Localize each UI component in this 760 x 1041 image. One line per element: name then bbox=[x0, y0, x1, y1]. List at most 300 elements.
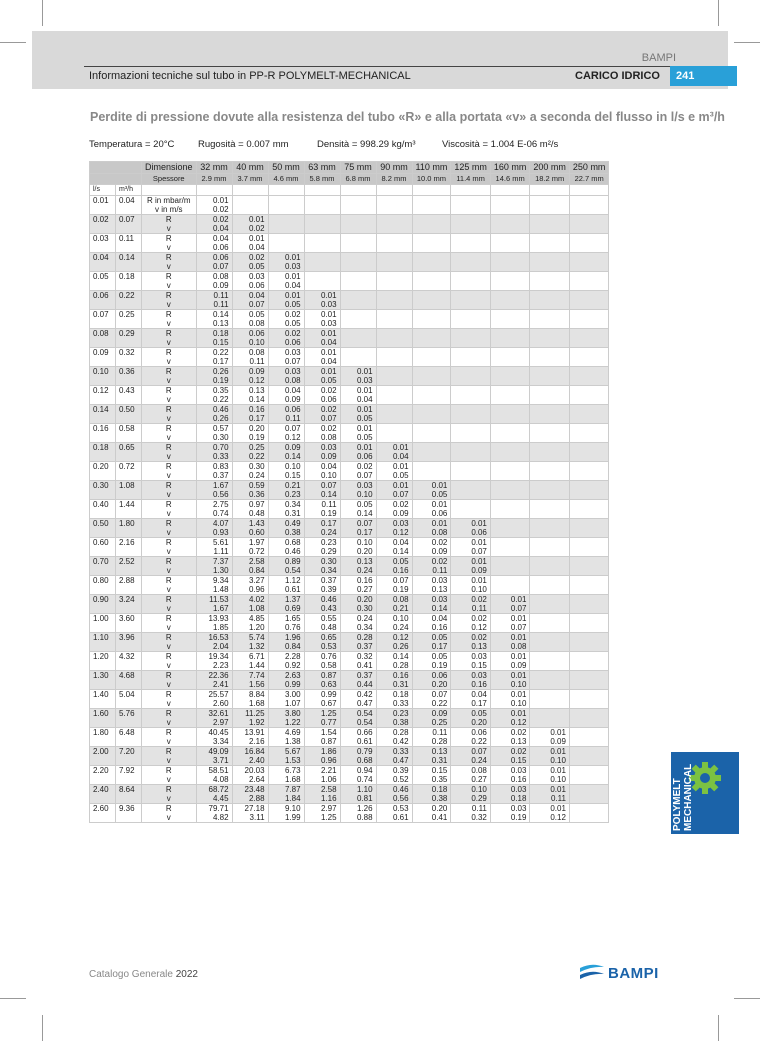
table-row bbox=[90, 595, 609, 614]
v-value: 0.12 bbox=[550, 813, 566, 822]
r-value: 7.74 bbox=[248, 671, 265, 680]
value-cell bbox=[340, 405, 376, 424]
r-value: 4.07 bbox=[212, 519, 229, 528]
v-value: 0.16 bbox=[510, 775, 527, 784]
r-value: 0.03 bbox=[431, 595, 448, 604]
value-cell bbox=[232, 348, 268, 367]
v-value: 3.34 bbox=[212, 737, 229, 746]
r-value: 0.14 bbox=[392, 652, 409, 661]
empty-cell bbox=[569, 671, 609, 690]
row-label-cell bbox=[142, 367, 197, 386]
value-cell bbox=[340, 443, 376, 462]
r-value: 0.01 bbox=[356, 367, 373, 376]
v-value: 0.28 bbox=[431, 737, 448, 746]
v-value: 0.08 bbox=[284, 376, 301, 385]
v-value: 1.48 bbox=[212, 585, 229, 594]
crop-mark bbox=[42, 1015, 43, 1041]
flow-ls: 2.00 bbox=[90, 747, 116, 766]
r-value: 5.61 bbox=[212, 538, 229, 547]
empty-cell bbox=[376, 215, 412, 234]
value-cell bbox=[451, 709, 491, 728]
v-value: 0.06 bbox=[431, 509, 448, 518]
table-row bbox=[90, 785, 609, 804]
row-label-cell bbox=[142, 443, 197, 462]
r-value: 0.42 bbox=[356, 690, 373, 699]
v-value: 0.24 bbox=[248, 471, 265, 480]
flow-m3h: 3.24 bbox=[116, 595, 142, 614]
r-label: R bbox=[165, 272, 172, 281]
r-value: 0.06 bbox=[248, 329, 265, 338]
value-cell bbox=[412, 614, 451, 633]
empty-cell bbox=[490, 443, 530, 462]
r-value: 0.01 bbox=[471, 519, 487, 528]
empty-cell bbox=[490, 557, 530, 576]
empty-cell bbox=[530, 557, 570, 576]
value-cell bbox=[376, 709, 412, 728]
value-cell bbox=[196, 595, 232, 614]
r-value: 9.34 bbox=[212, 576, 229, 585]
empty-cell bbox=[530, 386, 570, 405]
table-row bbox=[90, 557, 609, 576]
v-value: 0.13 bbox=[212, 319, 229, 328]
v-value: 0.61 bbox=[392, 813, 409, 822]
value-cell bbox=[304, 633, 340, 652]
r-value: 0.01 bbox=[392, 443, 409, 452]
empty-cell bbox=[569, 785, 609, 804]
value-cell bbox=[340, 804, 376, 823]
r-value: 0.02 bbox=[212, 215, 229, 224]
v-value: 0.04 bbox=[212, 224, 229, 233]
v-value: 0.10 bbox=[320, 471, 337, 480]
v-value: 1.44 bbox=[248, 661, 265, 670]
r-value: 0.01 bbox=[510, 709, 527, 718]
r-value: 3.80 bbox=[284, 709, 301, 718]
r-value: 2.58 bbox=[248, 557, 265, 566]
r-value: 0.01 bbox=[320, 310, 337, 319]
v-value: 0.06 bbox=[320, 395, 337, 404]
value-cell bbox=[304, 405, 340, 424]
value-cell bbox=[268, 690, 304, 709]
empty-cell bbox=[569, 519, 609, 538]
r-value: 2.21 bbox=[320, 766, 337, 775]
r-value: 0.20 bbox=[248, 424, 265, 433]
value-cell bbox=[530, 804, 570, 823]
v-value: 2.60 bbox=[212, 699, 229, 708]
v-label: v bbox=[166, 433, 171, 442]
table-row bbox=[90, 728, 609, 747]
page-heading: Perdite di pressione dovute alla resistenza del tubo «R» e alla portata «v» a seconda del flusso in l/s e m³/h bbox=[90, 110, 725, 124]
empty-cell bbox=[569, 386, 609, 405]
value-cell bbox=[196, 310, 232, 329]
v-value: 0.12 bbox=[510, 718, 527, 727]
r-value: 0.01 bbox=[510, 595, 527, 604]
dimension-header: 125 mm bbox=[451, 162, 491, 174]
empty-cell bbox=[376, 329, 412, 348]
v-label: v bbox=[166, 566, 171, 575]
r-value: 0.03 bbox=[471, 652, 487, 661]
crop-mark bbox=[734, 42, 760, 43]
v-value: 1.92 bbox=[248, 718, 265, 727]
v-value: 0.20 bbox=[471, 718, 487, 727]
empty-cell bbox=[569, 291, 609, 310]
v-value: 0.17 bbox=[431, 642, 448, 651]
thickness-header: 5.8 mm bbox=[304, 174, 340, 185]
empty-cell bbox=[376, 367, 412, 386]
v-label: v bbox=[166, 718, 171, 727]
r-label: R bbox=[165, 348, 172, 357]
v-value: 0.07 bbox=[212, 262, 229, 271]
v-value: 2.88 bbox=[248, 794, 265, 803]
r-value: 0.54 bbox=[356, 709, 373, 718]
value-cell bbox=[490, 614, 530, 633]
value-cell bbox=[268, 728, 304, 747]
r-value: 0.10 bbox=[471, 785, 487, 794]
empty-cell bbox=[530, 367, 570, 386]
v-value: 0.10 bbox=[510, 680, 527, 689]
row-label-cell bbox=[142, 329, 197, 348]
r-value: 0.87 bbox=[320, 671, 337, 680]
value-cell bbox=[196, 728, 232, 747]
value-cell bbox=[304, 424, 340, 443]
value-cell bbox=[340, 690, 376, 709]
v-value: 0.05 bbox=[248, 262, 265, 271]
empty-cell bbox=[530, 196, 570, 215]
v-value: 1.53 bbox=[284, 756, 301, 765]
flow-ls: 0.03 bbox=[90, 234, 116, 253]
r-value: 0.07 bbox=[471, 747, 487, 756]
v-value: 0.48 bbox=[248, 509, 265, 518]
value-cell bbox=[268, 424, 304, 443]
r-value: 0.02 bbox=[471, 595, 487, 604]
empty-cell bbox=[232, 196, 268, 215]
r-value: 27.18 bbox=[244, 804, 265, 813]
r-label: R bbox=[165, 386, 172, 395]
v-value: 2.04 bbox=[212, 642, 229, 651]
flow-ls: 0.40 bbox=[90, 500, 116, 519]
v-value: 0.07 bbox=[248, 300, 265, 309]
thickness-header: 10.0 mm bbox=[412, 174, 451, 185]
param-viscosity: Viscosità = 1.004 E-06 m²/s bbox=[442, 139, 559, 150]
footer-year: 2022 bbox=[175, 969, 198, 980]
r-value: 0.37 bbox=[320, 576, 337, 585]
value-cell bbox=[376, 766, 412, 785]
v-value: 0.38 bbox=[284, 528, 301, 537]
value-cell bbox=[340, 481, 376, 500]
v-value: 0.37 bbox=[356, 642, 373, 651]
flow-ls: 1.00 bbox=[90, 614, 116, 633]
param-temperature: Temperatura = 20°C bbox=[89, 139, 175, 150]
v-value: 0.38 bbox=[392, 718, 409, 727]
v-value: 2.97 bbox=[212, 718, 229, 727]
v-value: 0.12 bbox=[392, 528, 409, 537]
value-cell bbox=[196, 367, 232, 386]
v-value: 0.18 bbox=[510, 794, 527, 803]
value-cell bbox=[340, 671, 376, 690]
v-value: 0.05 bbox=[356, 433, 373, 442]
unit-ls: l/s bbox=[90, 185, 116, 196]
v-value: 4.82 bbox=[212, 813, 229, 822]
table-row bbox=[90, 367, 609, 386]
v-label: v bbox=[166, 338, 171, 347]
r-value: 0.46 bbox=[320, 595, 337, 604]
param-roughness: Rugosità = 0.007 mm bbox=[198, 139, 289, 150]
table-row bbox=[90, 443, 609, 462]
v-value: 0.09 bbox=[320, 452, 337, 461]
value-cell bbox=[412, 481, 451, 500]
empty-cell bbox=[569, 443, 609, 462]
v-value: 0.60 bbox=[248, 528, 265, 537]
row-label-cell bbox=[142, 576, 197, 595]
table-row bbox=[90, 500, 609, 519]
r-value: 0.01 bbox=[248, 234, 265, 243]
value-cell bbox=[196, 196, 232, 215]
v-value: 0.14 bbox=[320, 490, 337, 499]
empty-cell bbox=[412, 424, 451, 443]
value-cell bbox=[232, 614, 268, 633]
value-cell bbox=[268, 747, 304, 766]
value-cell bbox=[490, 595, 530, 614]
r-value: 0.22 bbox=[212, 348, 229, 357]
thickness-header: 18.2 mm bbox=[530, 174, 570, 185]
empty-cell bbox=[412, 386, 451, 405]
r-value: 0.01 bbox=[392, 481, 409, 490]
v-label: v bbox=[166, 794, 171, 803]
value-cell bbox=[196, 329, 232, 348]
v-value: 3.71 bbox=[212, 756, 229, 765]
r-value: 0.01 bbox=[284, 291, 301, 300]
value-cell bbox=[376, 614, 412, 633]
value-cell bbox=[340, 785, 376, 804]
r-label: R bbox=[165, 500, 172, 509]
value-cell bbox=[490, 671, 530, 690]
r-value: 0.57 bbox=[212, 424, 229, 433]
r-value: 0.01 bbox=[356, 386, 373, 395]
r-value: 2.63 bbox=[284, 671, 301, 680]
value-cell bbox=[268, 595, 304, 614]
v-label: v bbox=[166, 585, 171, 594]
v-value: 2.23 bbox=[212, 661, 229, 670]
value-cell bbox=[340, 538, 376, 557]
empty-cell bbox=[451, 329, 491, 348]
value-cell bbox=[232, 576, 268, 595]
v-value: 0.11 bbox=[213, 300, 229, 309]
v-label: v bbox=[166, 395, 171, 404]
value-cell bbox=[412, 766, 451, 785]
r-value: 0.01 bbox=[284, 272, 301, 281]
value-cell bbox=[268, 576, 304, 595]
v-value: 0.19 bbox=[431, 661, 448, 670]
value-cell bbox=[232, 215, 268, 234]
value-cell bbox=[196, 538, 232, 557]
r-value: 2.28 bbox=[284, 652, 301, 661]
r-value: 0.05 bbox=[431, 652, 448, 661]
v-value: 0.31 bbox=[284, 509, 301, 518]
flow-ls: 0.09 bbox=[90, 348, 116, 367]
r-label: R bbox=[165, 424, 172, 433]
value-cell bbox=[304, 481, 340, 500]
r-label: R bbox=[165, 728, 172, 737]
thickness-header: 6.8 mm bbox=[340, 174, 376, 185]
table-row bbox=[90, 462, 609, 481]
table-row bbox=[90, 196, 609, 215]
v-value: 0.31 bbox=[392, 680, 409, 689]
r-value: 0.03 bbox=[510, 766, 527, 775]
empty-cell bbox=[490, 253, 530, 272]
v-value: 4.45 bbox=[212, 794, 229, 803]
r-value: 0.01 bbox=[248, 215, 265, 224]
table-row bbox=[90, 329, 609, 348]
row-label-cell bbox=[142, 671, 197, 690]
table-row bbox=[90, 424, 609, 443]
row-label-cell bbox=[142, 728, 197, 747]
crop-mark bbox=[734, 998, 760, 999]
v-value: 0.16 bbox=[392, 566, 409, 575]
r-value: 0.68 bbox=[284, 538, 301, 547]
r-value: 0.55 bbox=[320, 614, 337, 623]
value-cell bbox=[376, 576, 412, 595]
value-cell bbox=[268, 500, 304, 519]
empty-cell bbox=[530, 481, 570, 500]
value-cell bbox=[232, 785, 268, 804]
side-tab-line2: MECHANICAL bbox=[683, 763, 694, 831]
value-cell bbox=[412, 538, 451, 557]
value-cell bbox=[340, 614, 376, 633]
value-cell bbox=[340, 500, 376, 519]
empty-cell bbox=[569, 215, 609, 234]
empty-cell bbox=[412, 291, 451, 310]
r-value: 0.89 bbox=[284, 557, 301, 566]
empty-cell bbox=[569, 500, 609, 519]
row-label-cell bbox=[142, 253, 197, 272]
r-value: 0.13 bbox=[431, 747, 448, 756]
value-cell bbox=[412, 519, 451, 538]
r-label: R bbox=[165, 804, 172, 813]
table-row bbox=[90, 671, 609, 690]
value-cell bbox=[196, 633, 232, 652]
v-value: 0.52 bbox=[392, 775, 409, 784]
value-cell bbox=[490, 652, 530, 671]
v-value: 0.10 bbox=[356, 490, 373, 499]
r-value: 0.65 bbox=[320, 633, 337, 642]
v-value: 1.68 bbox=[248, 699, 265, 708]
r-value: 0.02 bbox=[431, 557, 448, 566]
r-label: R bbox=[165, 405, 172, 414]
flow-m3h: 4.32 bbox=[116, 652, 142, 671]
empty-cell bbox=[451, 481, 491, 500]
r-value: 0.01 bbox=[471, 576, 487, 585]
r-value: 0.07 bbox=[284, 424, 301, 433]
r-value: 0.03 bbox=[431, 576, 448, 585]
value-cell bbox=[268, 804, 304, 823]
flow-ls: 2.20 bbox=[90, 766, 116, 785]
empty-cell bbox=[451, 272, 491, 291]
value-cell bbox=[412, 804, 451, 823]
v-label: v bbox=[166, 262, 171, 271]
table-row bbox=[90, 690, 609, 709]
empty-cell bbox=[569, 310, 609, 329]
v-value: 0.17 bbox=[471, 699, 487, 708]
empty-cell bbox=[451, 367, 491, 386]
empty-cell bbox=[569, 405, 609, 424]
v-value: 0.09 bbox=[550, 737, 566, 746]
empty-cell bbox=[340, 272, 376, 291]
flow-m3h: 1.44 bbox=[116, 500, 142, 519]
value-cell bbox=[232, 538, 268, 557]
value-cell bbox=[196, 234, 232, 253]
row-label-cell bbox=[142, 538, 197, 557]
thickness-header: 14.6 mm bbox=[490, 174, 530, 185]
value-cell bbox=[412, 709, 451, 728]
r-label: R bbox=[165, 671, 172, 680]
value-cell bbox=[304, 519, 340, 538]
value-cell bbox=[232, 557, 268, 576]
v-value: 0.96 bbox=[248, 585, 265, 594]
empty-cell bbox=[530, 424, 570, 443]
v-label: v bbox=[166, 414, 171, 423]
v-value: 0.04 bbox=[392, 452, 409, 461]
dimension-header: 75 mm bbox=[340, 162, 376, 174]
r-value: 0.07 bbox=[356, 519, 373, 528]
crop-mark bbox=[42, 0, 43, 26]
value-cell bbox=[490, 728, 530, 747]
v-value: 0.05 bbox=[356, 414, 373, 423]
v-value: 0.02 bbox=[248, 224, 265, 233]
empty-cell bbox=[304, 215, 340, 234]
v-value: 0.25 bbox=[431, 718, 448, 727]
empty-cell bbox=[340, 310, 376, 329]
empty-cell bbox=[530, 443, 570, 462]
r-value: 0.06 bbox=[431, 671, 448, 680]
v-label: v bbox=[166, 661, 171, 670]
r-value: 0.03 bbox=[356, 481, 373, 490]
table-row bbox=[90, 614, 609, 633]
r-value: 0.02 bbox=[284, 310, 301, 319]
value-cell bbox=[412, 671, 451, 690]
empty-cell bbox=[530, 671, 570, 690]
value-cell bbox=[412, 576, 451, 595]
v-label: v bbox=[166, 528, 171, 537]
r-value: 0.12 bbox=[392, 633, 409, 642]
v-value: 0.41 bbox=[431, 813, 448, 822]
v-value: 0.09 bbox=[212, 281, 229, 290]
r-value: 0.01 bbox=[550, 785, 566, 794]
r-value: 0.04 bbox=[471, 690, 487, 699]
empty-cell bbox=[376, 272, 412, 291]
value-cell bbox=[196, 386, 232, 405]
value-cell bbox=[304, 709, 340, 728]
crop-mark bbox=[718, 1015, 719, 1041]
empty-cell bbox=[412, 405, 451, 424]
flow-ls: 0.18 bbox=[90, 443, 116, 462]
empty-cell bbox=[569, 196, 609, 215]
r-value: 32.61 bbox=[208, 709, 229, 718]
v-label: v bbox=[166, 775, 171, 784]
value-cell bbox=[340, 519, 376, 538]
table-row bbox=[90, 709, 609, 728]
dimension-label: Dimensione bbox=[142, 162, 197, 174]
flow-ls: 1.10 bbox=[90, 633, 116, 652]
v-value: 0.33 bbox=[212, 452, 229, 461]
v-value: 0.29 bbox=[320, 547, 337, 556]
v-label: v bbox=[166, 243, 171, 252]
v-value: 0.14 bbox=[284, 452, 301, 461]
r-value: 0.01 bbox=[510, 633, 527, 642]
value-cell bbox=[376, 728, 412, 747]
value-cell bbox=[196, 652, 232, 671]
empty-cell bbox=[530, 538, 570, 557]
crop-mark bbox=[718, 0, 719, 26]
value-cell bbox=[376, 652, 412, 671]
